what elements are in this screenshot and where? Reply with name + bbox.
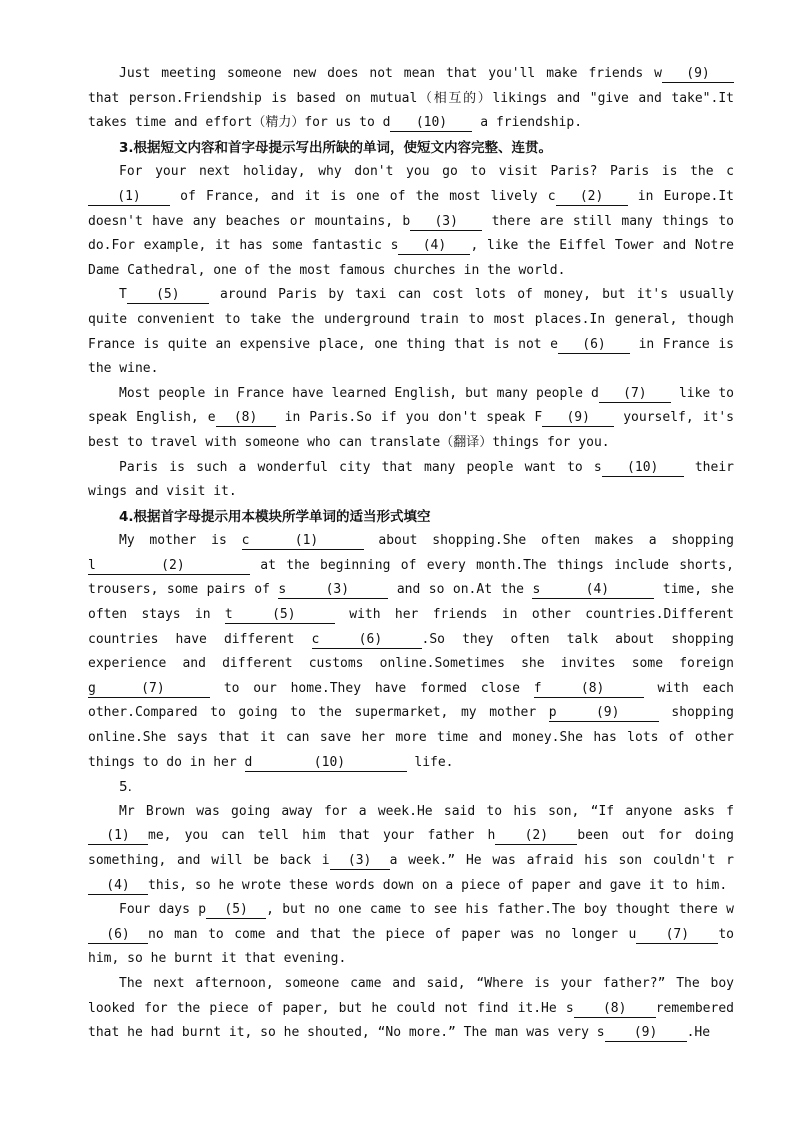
blank-9[interactable]: p (9)	[549, 705, 659, 722]
blank-5[interactable]: (5)	[206, 902, 266, 919]
section5-heading: 5.	[119, 779, 132, 796]
blank-2[interactable]: l (2)	[88, 558, 250, 575]
blank-8[interactable]: (8)	[574, 1001, 656, 1018]
section3-paragraph-4: Paris is such a wonderful city that many people want to s (10) their wings and visit it.	[88, 459, 734, 500]
section3-paragraph-3: Most people in France have learned English, but many people d (7) like to speak English, e (8) in Paris.So if you don't speak F (9) yourself, it's best to travel with someone who can translate（翻译）things for you.	[88, 385, 734, 450]
blank-9[interactable]: (9)	[662, 66, 734, 83]
worksheet-page	[88, 62, 734, 1046]
blank-9[interactable]: (9)	[605, 1025, 687, 1042]
blank-6[interactable]: c (6)	[312, 632, 422, 649]
blank-8[interactable]: (8)	[216, 410, 276, 427]
section3-paragraph-2: T (5) around Paris by taxi can cost lots of money, but it's usually quite convenient to take the underground train to most places.In general, though France is quite an expensive place, one thing that is not e (6) in France is the wine.	[88, 287, 734, 377]
blank-10[interactable]: (10)	[602, 460, 684, 477]
blank-9[interactable]: (9)	[542, 410, 614, 427]
blank-5[interactable]: t (5)	[225, 607, 335, 624]
blank-3[interactable]: (3)	[330, 853, 390, 870]
section5-paragraph-1: Mr Brown was going away for a week.He said to his son, “If anyone asks f(1) me, you can tell him that your father h (2) been out for doing something, and will be back i (3) a week.” He was afraid his son couldn't r(4) this, so he wrote these words down on a piece of paper and gave it to him.	[88, 803, 734, 893]
section4-paragraph: My mother is c (1) about shopping.She often makes a shopping l (2) at the beginning of every month.The things include shorts, trousers, some pairs of s (3) and so on.At the s (4) time, she often stays in t (5) with her friends in other countries.Different countries have different c (6) .So they often talk about shopping experience and different customs online.Sometimes she invites some foreign g (7) to our home.They have formed close f (8) with each other.Compared to going to the supermarket, my mother p (9) shopping online.She says that it can save her more time and money.She has lots of other things to do in her d (10) life.	[88, 533, 734, 770]
blank-1[interactable]: (1)	[88, 189, 170, 206]
blank-2[interactable]: (2)	[556, 189, 628, 206]
blank-4[interactable]: (4)	[88, 878, 148, 895]
blank-4[interactable]: (4)	[398, 238, 470, 255]
blank-3[interactable]: s (3)	[278, 582, 388, 599]
blank-10[interactable]: (10)	[390, 115, 472, 132]
blank-7[interactable]: (7)	[599, 386, 671, 403]
blank-6[interactable]: (6)	[558, 337, 630, 354]
section3-paragraph-1: For your next holiday, why don't you go to visit Paris? Paris is the c(1) of France, and it is one of the most lively c (2) in Europe.It doesn't have any beaches or mountains, b (3) there are still many things to do.For example, it has some fantastic s (4) , like the Eiffel Tower and Notre Dame Cathedral, one of the most famous churches in the world.	[88, 164, 735, 278]
blank-1[interactable]: (1)	[88, 828, 148, 845]
blank-10[interactable]: d (10)	[245, 755, 407, 772]
section5-paragraph-3: The next afternoon, someone came and said, “Where is your father?” The boy looked for the piece of paper, but he could not find it.He s (8) remembered that he had burnt it, so he shouted, “No more.” The man was very s (9) .He	[88, 975, 734, 1041]
blank-2[interactable]: (2)	[495, 828, 577, 845]
section3-heading: 3.根据短文内容和首字母提示写出所缺的单词，使短文内容完整、连贯。	[119, 139, 553, 156]
blank-8[interactable]: f (8)	[534, 681, 644, 698]
blank-7[interactable]: g (7)	[88, 681, 210, 698]
blank-3[interactable]: (3)	[410, 214, 482, 231]
section4-heading: 4.根据首字母提示用本模块所学单词的适当形式填空	[119, 508, 431, 525]
section5-paragraph-2: Four days p (5) , but no one came to see his father.The boy thought there w(6) no man to come and that the piece of paper was no longer u (7) to him, so he burnt it that evening.	[88, 902, 735, 967]
blank-7[interactable]: (7)	[636, 927, 718, 944]
blank-4[interactable]: s (4)	[532, 582, 654, 599]
blank-5[interactable]: (5)	[127, 287, 209, 304]
blank-6[interactable]: (6)	[88, 927, 148, 944]
blank-1[interactable]: c (1)	[242, 533, 364, 550]
section2-paragraph: Just meeting someone new does not mean that you'll make friends w (9) that person.Friendship is based on mutual（相互的）likings and "give and take".It takes time and effort（精力）for us to d (10) a friendship.	[88, 66, 734, 131]
